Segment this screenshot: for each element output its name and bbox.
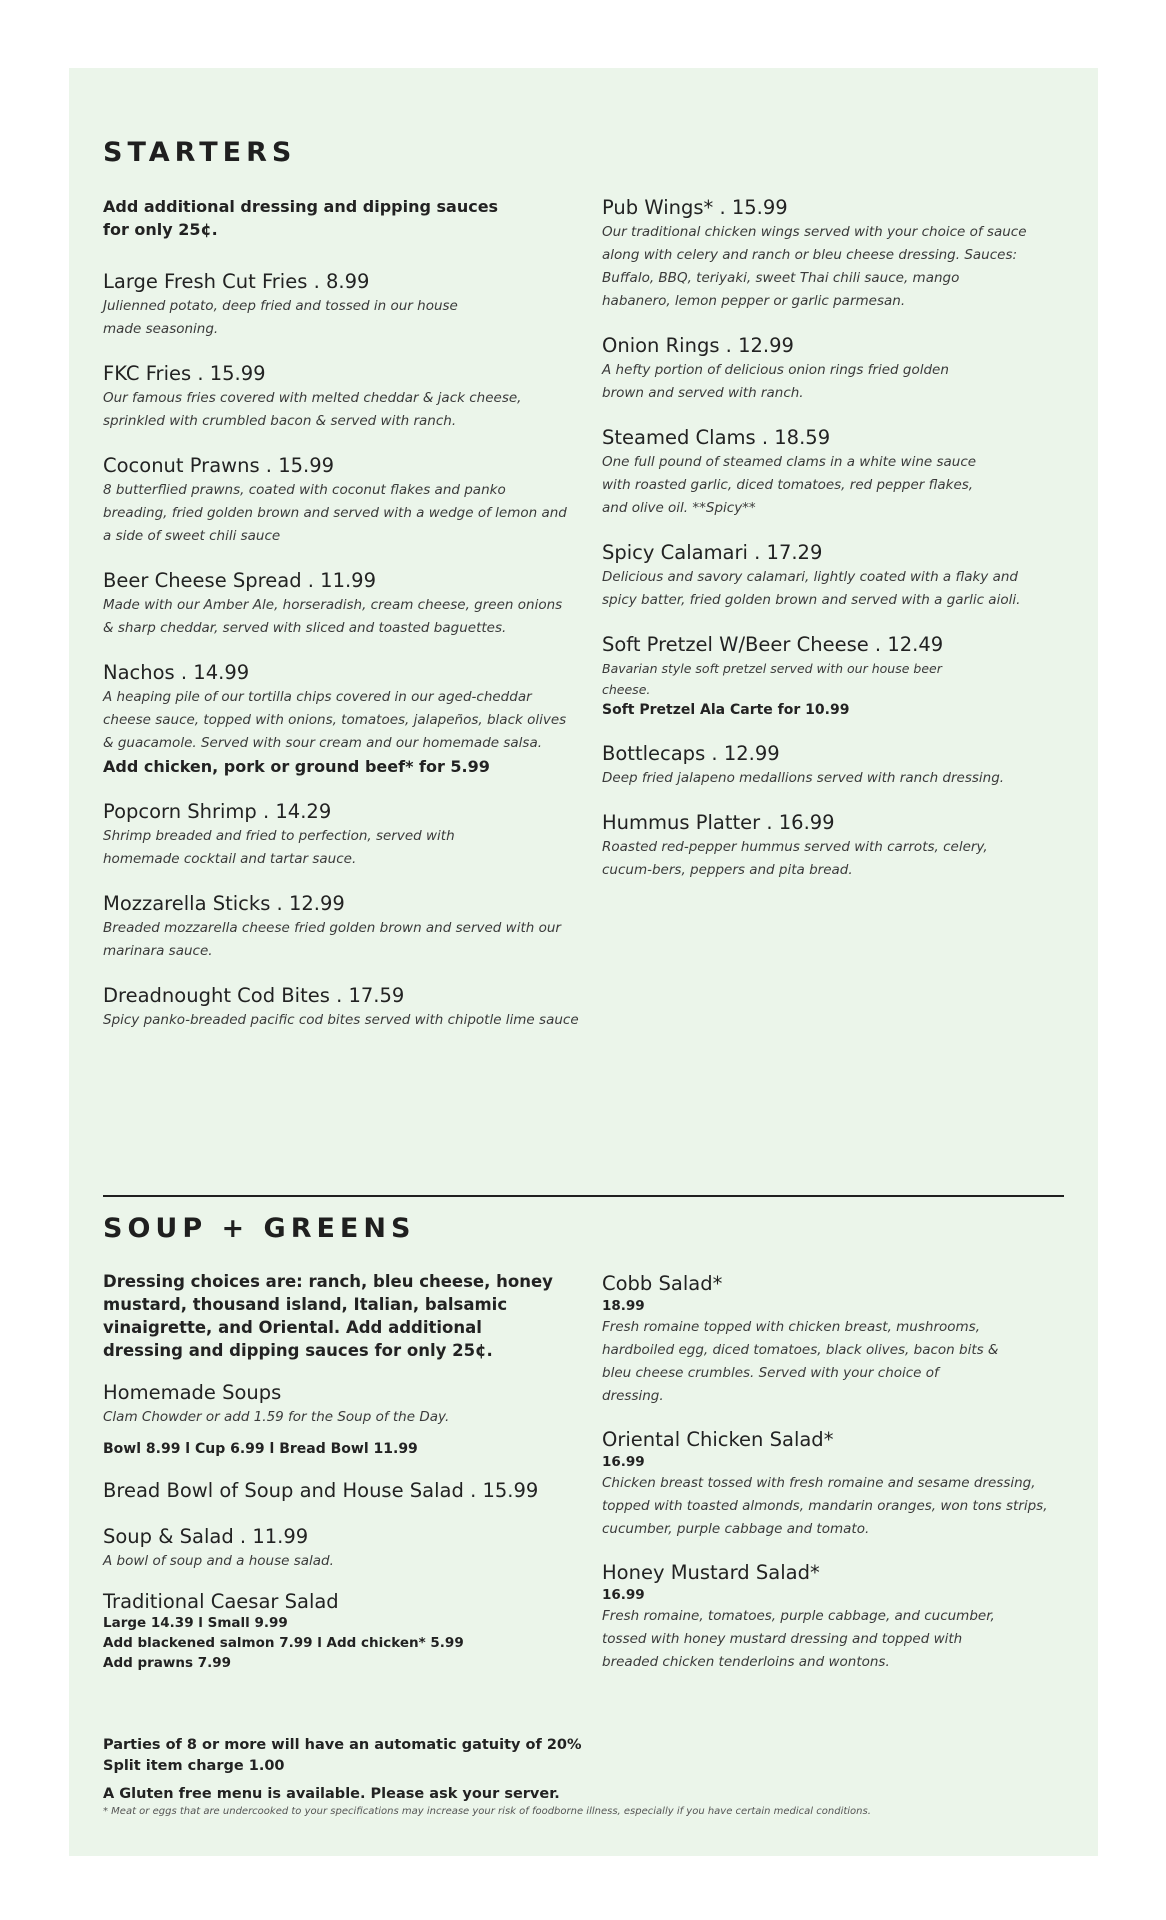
menu-item [103,453,573,548]
menu-item [602,1561,1072,1674]
item-description: Clam Chowder or add 1.59 for the Soup of the Day. [103,1409,450,1425]
item-title: Popcorn Shrimp . 14.29 [103,800,332,823]
item-description: Our traditional chicken wings served with your choice of sauce along with celery and ranch or bleu cheese dressing. Sauces: Buffalo, BBQ, teriyaki, sweet Thai chili sauce, mango habanero, lemon pepper or garlic parmesan. [602,224,1027,309]
item-title: Dreadnought Cod Bites . 17.59 [103,984,405,1007]
item-description: One full pound of steamed clams in a white wine sauce with roasted garlic, diced tomatoes, red pepper flakes, and olive oil. **Spicy** [602,454,977,516]
item-title: Onion Rings . 12.99 [602,334,794,357]
menu-item [602,1272,1072,1408]
item-note: Soft Pretzel Ala Carte for 10.99 [602,702,850,718]
item-description: Breaded mozzarella cheese fried golden brown and served with our marinara sauce. [103,920,561,959]
soup-greens-right-column [602,1272,1072,1674]
menu-item [103,1380,573,1460]
item-addon: Add chicken, pork or ground beef* for 5.99 [103,757,490,776]
menu-item [602,632,1042,721]
menu-item [602,540,1042,612]
item-title: Homemade Soups [103,1381,282,1404]
menu-item [103,269,573,341]
item-title: Traditional Caesar Salad [103,1590,339,1613]
menu-item [602,741,1042,790]
item-title: Spicy Calamari . 17.29 [602,541,823,564]
soup-greens-left-column [103,1270,573,1673]
item-title: Coconut Prawns . 15.99 [103,454,335,477]
menu-item [602,333,1042,405]
foodborne-disclaimer: * Meat or eggs that are undercooked to your specifications may increase your risk of foodborne illness, especially if you have certain medical conditions. [103,1806,871,1817]
item-description: Our famous fries covered with melted cheddar & jack cheese, sprinkled with crumbled bacon & served with ranch. [103,390,522,429]
item-description: Roasted red-pepper hummus served with carrots, celery, cucum-bers, peppers and pita bread. [602,839,988,878]
item-description: A bowl of soup and a house salad. [103,1553,334,1569]
item-title: Steamed Clams . 18.59 [602,426,831,449]
item-description: A heaping pile of our tortilla chips covered in our aged-cheddar cheese sauce, topped with onions, tomatoes, jalapeños, black olives & guacamole. Served with sour cream and our homemade salsa. [103,689,567,751]
item-price: 16.99 [602,1454,645,1470]
item-title: Bottlecaps . 12.99 [602,742,780,765]
item-price: 18.99 [602,1298,645,1314]
item-price: 16.99 [602,1587,645,1603]
item-title: Mozzarella Sticks . 12.99 [103,892,345,915]
item-title: Soup & Salad . 11.99 [103,1525,309,1548]
menu-item [103,568,573,640]
caesar-prices: Large 14.39 l Small 9.99 [103,1615,288,1631]
item-title: Large Fresh Cut Fries . 8.99 [103,270,370,293]
menu-item [103,891,573,963]
menu-item [602,425,1042,520]
menu-item [103,983,579,1032]
menu-item [103,1478,573,1504]
soup-greens-heading: SOUP + GREENS [103,1213,416,1244]
menu-item [602,810,1042,882]
item-description: Shrimp breaded and fried to perfection, served with homemade cocktail and tartar sauce. [103,828,455,867]
menu-item [103,799,573,871]
starters-heading: STARTERS [103,137,297,168]
item-description: Fresh romaine topped with chicken breast, mushrooms, hardboiled egg, diced tomatoes, black olives, bacon bits & bleu cheese crumbles. Served with your choice of dressing. [602,1319,999,1404]
item-description: Made with our Amber Ale, horseradish, cream cheese, green onions & sharp cheddar, served with sliced and toasted baguettes. [103,597,563,636]
item-description: Deep fried jalapeno medallions served with ranch dressing. [602,770,1005,786]
item-title: Beer Cheese Spread . 11.99 [103,569,376,592]
item-title: Bread Bowl of Soup and House Salad . 15.99 [103,1479,539,1502]
item-description: Fresh romaine, tomatoes, purple cabbage, and cucumber, tossed with honey mustard dressing and topped with breaded chicken tenderloins and wontons. [602,1608,995,1670]
soup-prices: Bowl 8.99 l Cup 6.99 l Bread Bowl 11.99 [103,1441,418,1457]
starters-right-column [602,195,1042,882]
starters-intro: Add additional dressing and dipping sauces for only 25¢. [103,197,499,239]
item-description: Spicy panko-breaded pacific cod bites served with chipotle lime sauce [103,1012,579,1028]
menu-item [602,1428,1072,1541]
item-title: Honey Mustard Salad* [602,1561,820,1584]
menu-item [103,1591,573,1673]
item-title: Oriental Chicken Salad* [602,1428,834,1451]
gratuity-note: Parties of 8 or more will have an automatic gatuity of 20% [103,1737,582,1753]
dressing-intro: Dressing choices are: ranch, bleu cheese, honey mustard, thousand island, Italian, balsamic vinaigrette, and Oriental. Add additional dressing and dipping sauces for only 25¢. [103,1272,553,1360]
item-description: A hefty portion of delicious onion rings fried golden brown and served with ranch. [602,362,949,401]
item-description: Julienned potato, deep fried and tossed in our house made seasoning. [103,298,458,337]
menu-item [602,195,1042,313]
section-divider [103,1195,1064,1197]
menu-item [103,1524,573,1573]
starters-left-column [103,195,579,1032]
item-title: Pub Wings* . 15.99 [602,196,788,219]
item-description: Chicken breast tossed with fresh romaine and sesame dressing, topped with toasted almonds, mandarin oranges, won tons strips, cucumber, purple cabbage and tomato. [602,1475,1048,1537]
item-description: Bavarian style soft pretzel served with our house beer cheese. [602,661,942,697]
item-description: 8 butterflied prawns, coated with coconut flakes and panko breading, fried golden brown and served with a wedge of lemon and a side of sweet chili sauce [103,482,567,544]
item-title: Nachos . 14.99 [103,661,250,684]
item-title: Cobb Salad* [602,1272,723,1295]
item-title: FKC Fries . 15.99 [103,362,266,385]
menu-item [103,361,573,433]
menu-item [103,660,573,779]
caesar-addon: Add blackened salmon 7.99 l Add chicken* 5.99 [103,1635,464,1651]
item-description: Delicious and savory calamari, lightly coated with a flaky and spicy batter, fried golden brown and served with a garlic aioli. [602,569,1021,608]
item-title: Soft Pretzel W/Beer Cheese . 12.49 [602,633,944,656]
split-charge-note: Split item charge 1.00 [103,1758,285,1774]
item-title: Hummus Platter . 16.99 [602,811,835,834]
gluten-free-note: A Gluten free menu is available. Please ask your server. [103,1786,560,1802]
caesar-addon: Add prawns 7.99 [103,1655,232,1671]
